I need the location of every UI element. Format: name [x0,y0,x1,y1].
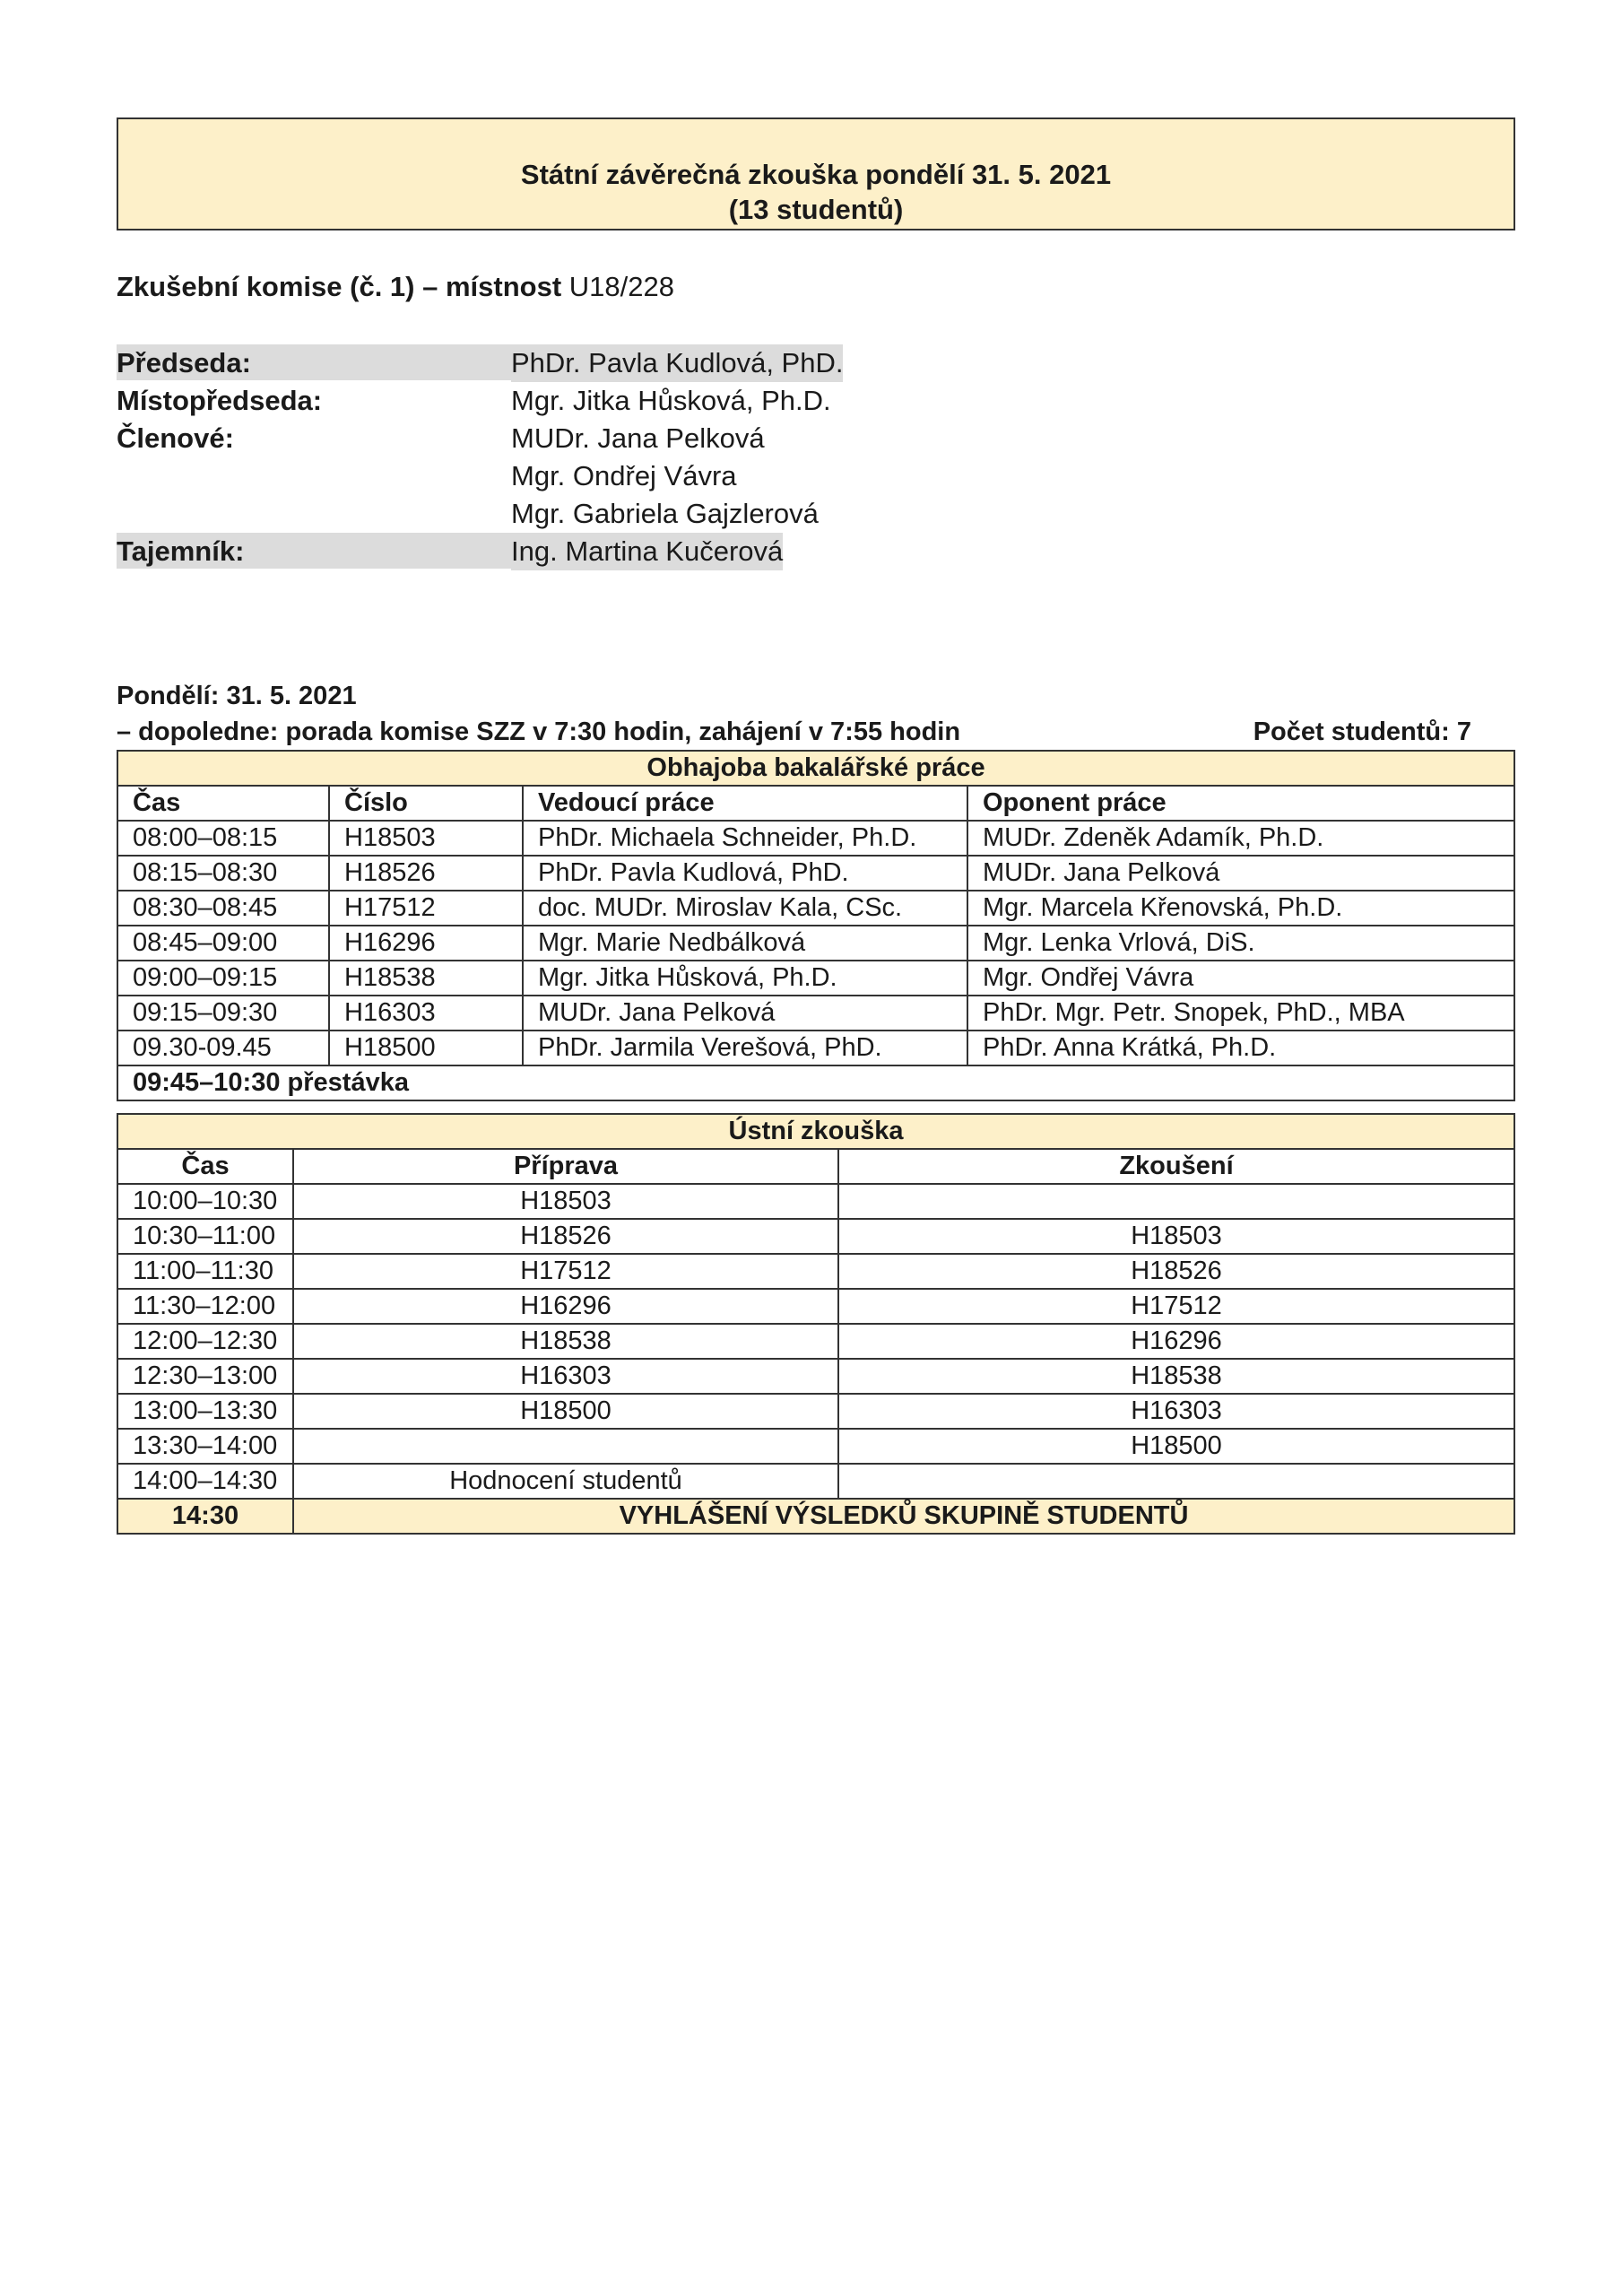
cell-opponent: Mgr. Lenka Vrlová, DiS. [967,926,1514,961]
cell-time: 13:30–14:00 [117,1429,293,1464]
cell-examination: H17512 [838,1289,1514,1324]
member-name: MUDr. Jana Pelková [511,422,765,454]
cell-supervisor: MUDr. Jana Pelková [523,996,967,1031]
member-role: Místopředseda: [117,385,323,416]
column-header: Čas [117,1149,293,1184]
member-role: Tajemník: [117,533,511,569]
cell-time: 11:30–12:00 [117,1289,293,1324]
table-row [117,1254,1514,1289]
oral-section-title: Ústní zkouška [117,1114,1514,1149]
cell-number: H18503 [329,821,523,856]
table-row [117,961,1514,996]
cell-examination: H18526 [838,1254,1514,1289]
cell-examination: H16296 [838,1324,1514,1359]
oral-exam-table [117,1113,1515,1535]
cell-number: H17512 [329,891,523,926]
cell-time: 08:30–08:45 [117,891,329,926]
commission-room: U18/228 [568,271,674,302]
column-header: Číslo [329,786,523,821]
member-role: Členové: [117,422,234,454]
column-header: Vedoucí práce [523,786,967,821]
cell-number: H16303 [329,996,523,1031]
cell-examination [838,1184,1514,1219]
table-row [117,891,1514,926]
member-name: PhDr. Pavla Kudlová, PhD. [511,344,843,382]
cell-time: 09.30-09.45 [117,1031,329,1065]
cell-time: 11:00–11:30 [117,1254,293,1289]
column-header-row [117,1149,1514,1184]
cell-supervisor: PhDr. Pavla Kudlová, PhD. [523,856,967,891]
member-name: Ing. Martina Kučerová [511,533,783,570]
cell-time: 08:00–08:15 [117,821,329,856]
results-time: 14:30 [117,1499,293,1534]
section-header-row [117,751,1514,786]
member-name: Mgr. Jitka Hůsková, Ph.D. [511,385,831,416]
table-row [117,1219,1514,1254]
table-row [117,1184,1514,1219]
schedule-day: Pondělí: 31. 5. 2021 [117,682,357,710]
page-title: Státní závěrečná zkouška pondělí 31. 5. 2021 [520,159,1112,190]
defense-table [117,750,1515,1101]
table-row [117,1394,1514,1429]
student-count: Počet studentů: 7 [1253,718,1471,746]
cell-preparation: H18526 [293,1219,838,1254]
commission-heading [117,271,674,303]
cell-time: 10:00–10:30 [117,1184,293,1219]
table-row [117,1031,1514,1065]
cell-time: 14:00–14:30 [117,1464,293,1499]
cell-time: 12:00–12:30 [117,1324,293,1359]
table-row [117,856,1514,891]
section-header-row [117,1114,1514,1149]
cell-preparation: H18503 [293,1184,838,1219]
cell-examination: H18538 [838,1359,1514,1394]
cell-time: 10:30–11:00 [117,1219,293,1254]
cell-supervisor: doc. MUDr. Miroslav Kala, CSc. [523,891,967,926]
cell-opponent: MUDr. Jana Pelková [967,856,1514,891]
cell-time: 09:15–09:30 [117,996,329,1031]
cell-number: H18538 [329,961,523,996]
cell-preparation: H18500 [293,1394,838,1429]
column-header: Příprava [293,1149,838,1184]
cell-time: 08:45–09:00 [117,926,329,961]
column-header-row [117,786,1514,821]
cell-opponent: Mgr. Marcela Křenovská, Ph.D. [967,891,1514,926]
cell-preparation: Hodnocení studentů [293,1464,838,1499]
cell-preparation: H18538 [293,1324,838,1359]
results-row [117,1499,1514,1534]
member-role: Předseda: [117,344,511,380]
member-name: Mgr. Ondřej Vávra [511,460,737,491]
column-header: Oponent práce [967,786,1514,821]
cell-examination [838,1464,1514,1499]
table-row [117,1429,1514,1464]
table-row [117,821,1514,856]
table-row [117,926,1514,961]
table-row [117,1324,1514,1359]
member-name: Mgr. Gabriela Gajzlerová [511,498,819,529]
cell-supervisor: Mgr. Jitka Hůsková, Ph.D. [523,961,967,996]
table-row [117,996,1514,1031]
cell-supervisor: PhDr. Michaela Schneider, Ph.D. [523,821,967,856]
cell-number: H16296 [329,926,523,961]
cell-time: 13:00–13:30 [117,1394,293,1429]
schedule-session: – dopoledne: porada komise SZZ v 7:30 hodin, zahájení v 7:55 hodin [117,718,961,746]
cell-opponent: Mgr. Ondřej Vávra [967,961,1514,996]
defense-section-title: Obhajoba bakalářské práce [117,751,1514,786]
cell-examination: H18500 [838,1429,1514,1464]
cell-number: H18526 [329,856,523,891]
table-row [117,1464,1514,1499]
results-announcement: VYHLÁŠENÍ VÝSLEDKŮ SKUPINĚ STUDENTŮ [293,1499,1514,1534]
cell-supervisor: Mgr. Marie Nedbálková [523,926,967,961]
cell-number: H18500 [329,1031,523,1065]
cell-preparation: H16296 [293,1289,838,1324]
cell-preparation [293,1429,838,1464]
column-header: Čas [117,786,329,821]
table-row [117,1359,1514,1394]
cell-preparation: H16303 [293,1359,838,1394]
break-label: 09:45–10:30 přestávka [117,1065,1514,1100]
cell-opponent: PhDr. Anna Krátká, Ph.D. [967,1031,1514,1065]
cell-opponent: PhDr. Mgr. Petr. Snopek, PhD., MBA [967,996,1514,1031]
commission-label: Zkušební komise (č. 1) – místnost [117,271,562,302]
table-row [117,1289,1514,1324]
page-subtitle: (13 studentů) [728,194,904,225]
cell-examination: H18503 [838,1219,1514,1254]
column-header: Zkoušení [838,1149,1514,1184]
break-row [117,1065,1514,1100]
cell-time: 08:15–08:30 [117,856,329,891]
cell-examination: H16303 [838,1394,1514,1429]
cell-opponent: MUDr. Zdeněk Adamík, Ph.D. [967,821,1514,856]
cell-supervisor: PhDr. Jarmila Verešová, PhD. [523,1031,967,1065]
cell-time: 12:30–13:00 [117,1359,293,1394]
cell-time: 09:00–09:15 [117,961,329,996]
title-box [117,117,1515,230]
cell-preparation: H17512 [293,1254,838,1289]
